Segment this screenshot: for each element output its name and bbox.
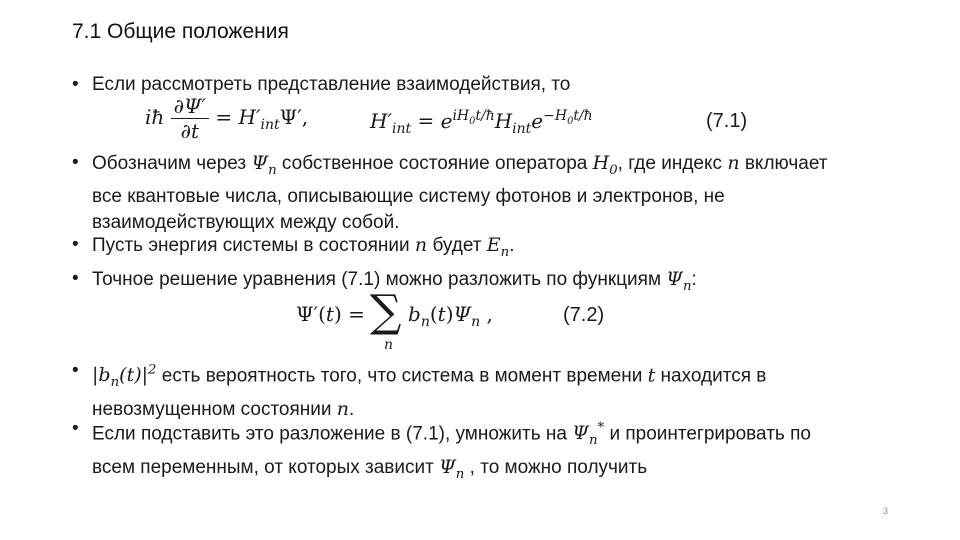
bullet-dot: • bbox=[72, 234, 79, 255]
sum-index: n bbox=[384, 337, 394, 353]
bullet-dot: • bbox=[72, 74, 79, 95]
bullet-dot: • bbox=[72, 360, 79, 381]
bullet-text: Если подставить это разложение в (7.1), умножить на $\Psi_n^*$ и проинтегрировать по всем переменным, от которых зависит $\Psi_n$ , то можно получить bbox=[92, 421, 811, 482]
bullet-probability bbox=[72, 358, 832, 423]
equation-7-1-right: $H'_{int} = e^{iH_0t/ħ}H_{int}e^{-H_0t/ħ}$ bbox=[370, 108, 593, 137]
bullet-text: Если рассмотреть представление взаимодействия, то bbox=[92, 74, 571, 95]
bullet-eigenstate bbox=[72, 150, 832, 236]
bullet-dot: • bbox=[72, 152, 79, 173]
bullet-dot: • bbox=[72, 268, 79, 289]
sum-symbol: ∑ bbox=[370, 286, 402, 337]
bullet-text: Обозначим через $\Psi_n$ собственное состояние оператора $H_0$, где индекс n включает все квантовые числа, описывающие систему фотонов и электронов, не взаимодействующих между собой. bbox=[92, 152, 828, 233]
bullet-substitution bbox=[72, 416, 832, 488]
bullet-energy bbox=[72, 232, 832, 266]
equation-7-2-right: $b_n(t)\Psi_n$ , bbox=[408, 302, 493, 330]
bullet-text: $|b_n(t)|^2$ есть вероятность того, что система в момент времени t находится в невозмущенном состоянии n. bbox=[92, 363, 767, 421]
bullet-dot: • bbox=[72, 418, 79, 439]
bullet-text: Пусть энергия системы в состоянии n будет $E_n$. bbox=[92, 234, 515, 260]
equation-number-7-2: (7.2) bbox=[563, 304, 605, 326]
equation-7-1-left: iħ $\frac{\partial\Psi'}{\partial t}$ = $H'_{int}\Psi'$, bbox=[145, 94, 309, 143]
bullet-expansion bbox=[72, 266, 832, 300]
bullet-text: Точное решение уравнения (7.1) можно разложить по функциям $\Psi_n$: bbox=[92, 268, 697, 294]
page-number: 3 bbox=[882, 506, 888, 516]
slide-title: 7.1 Общие положения bbox=[72, 20, 289, 43]
equation-7-2-left: Ψ′(t) = bbox=[296, 302, 365, 326]
equation-number-7-1: (7.1) bbox=[706, 110, 748, 132]
